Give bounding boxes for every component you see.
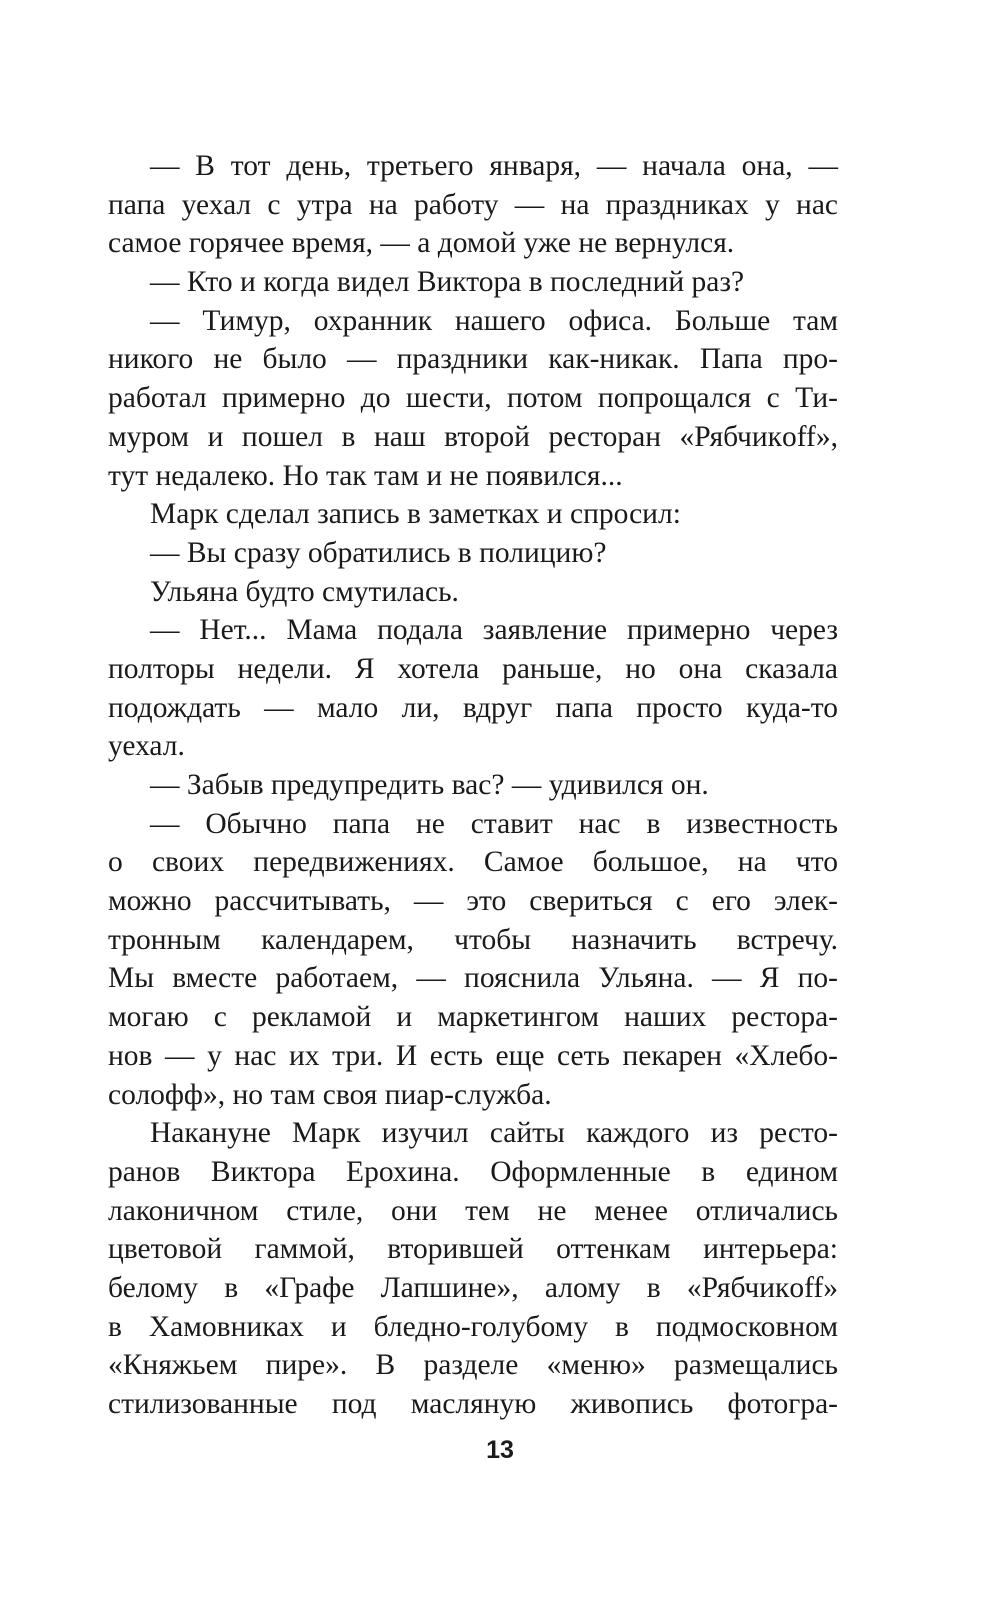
page-number: 13: [486, 1436, 514, 1464]
text-line: лаконичном стиле, они тем не менее отличались: [108, 1194, 838, 1227]
text-line: — Обычно папа не ставит нас в известность: [150, 807, 838, 840]
text-line: — В тот день, третьего января, — начала она, —: [150, 150, 838, 182]
text-line: нов — у нас их три. И есть еще сеть пекарен «Хлебо-: [108, 1039, 838, 1072]
text-line: — Забыв предупредить вас? — удивился он.: [150, 769, 709, 801]
text-line: могаю с рекламой и маркетингом наших рестора-: [108, 1001, 838, 1034]
text-line: стилизованные под масляную живопись фотогра-: [108, 1388, 838, 1420]
text-line: цветовой гаммой, вторившей оттенкам интерьера:: [108, 1233, 838, 1266]
text-line: белому в «Графе Лапшине», алому в «Рябчикoff»: [108, 1271, 838, 1304]
text-line: муром и пошел в наш второй ресторан «Рябчикoff»,: [108, 420, 838, 453]
text-line: солофф», но там своя пиар-служба.: [108, 1078, 552, 1111]
text-line: тронным календарем, чтобы назначить встречу.: [108, 923, 838, 956]
text-line: подождать — мало ли, вдруг папа просто куда-то: [108, 691, 838, 724]
text-line: папа уехал с утра на работу — на праздниках у нас: [108, 188, 838, 221]
text-line: уехал.: [108, 730, 185, 763]
text-line: Ульяна будто смутилась.: [150, 575, 459, 608]
text-line: — Тимур, охранник нашего офиса. Больше там: [150, 304, 838, 337]
text-line: — Нет... Мама подала заявление примерно через: [150, 614, 838, 647]
text-line: работал примерно до шести, потом попрощался с Ти-: [108, 382, 838, 415]
text-line: — Вы сразу обратились в полицию?: [150, 536, 607, 569]
text-line: никого не было — праздники как-никак. Папа про-: [108, 343, 838, 376]
text-line: «Княжьем пире». В разделе «меню» размещались: [108, 1349, 838, 1382]
text-line: в Хамовниках и бледно-голубому в подмосковном: [108, 1310, 838, 1343]
text-line: самое горячее время, — а домой уже не вернулся.: [108, 227, 735, 260]
text-line: о своих передвижениях. Самое большое, на что: [108, 846, 838, 879]
text-line: Мы вместе работаем, — пояснила Ульяна. — Я по-: [108, 962, 838, 995]
text-line: — Кто и когда видел Виктора в последний раз?: [150, 266, 745, 299]
text-line: Марк сделал запись в заметках и спросил:: [150, 498, 681, 531]
text-line: Накануне Марк изучил сайты каждого из ресто-: [150, 1117, 838, 1150]
text-line: можно рассчитывать, — это свериться с его элек-: [108, 885, 838, 918]
text-line: ранов Виктора Ерохина. Оформленные в едином: [108, 1155, 838, 1188]
text-line: тут недалеко. Но так там и не появился...: [108, 459, 623, 492]
text-line: полторы недели. Я хотела раньше, но она сказала: [108, 652, 838, 685]
body-text: [108, 147, 838, 1424]
